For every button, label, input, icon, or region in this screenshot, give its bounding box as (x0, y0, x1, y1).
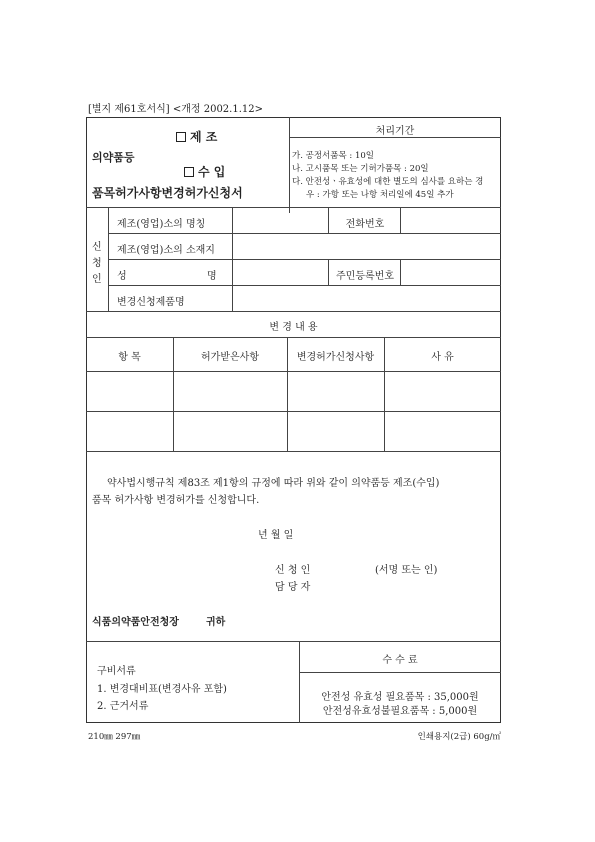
documents-item-1: 1. 변경대비표(변경사유 포함) (97, 684, 227, 695)
documents-item-2: 2. 근거서류 (97, 701, 149, 712)
name-label-2: 명 (207, 271, 217, 282)
divider (86, 371, 501, 372)
applicant-sign-label: 신 청 인 (275, 565, 311, 576)
processing-item-c-line2: 우 : 가항 또는 나항 처리일에 45일 추가 (306, 190, 454, 200)
processing-item-c-line1: 다. 안전성ㆍ유효성에 대한 별도의 심사를 요하는 경 (292, 177, 484, 187)
name-label-1: 성 (117, 271, 127, 282)
change-requested-field[interactable] (289, 373, 382, 409)
changes-title: 변 경 내 용 (269, 322, 318, 333)
phone-label: 전화번호 (345, 219, 385, 230)
processing-item-b: 나. 고시품목 또는 기허가품목 : 20일 (292, 164, 429, 174)
phone-field[interactable] (402, 209, 499, 231)
col-reason: 사 유 (431, 352, 454, 363)
recipient: 식품의약품안전청장 (92, 617, 179, 628)
applicant-side-label-1: 신 (92, 242, 102, 253)
paper-size: 210㎜ 297㎜ (88, 732, 141, 742)
change-reason-field[interactable] (386, 373, 499, 409)
address-field[interactable] (234, 235, 499, 257)
statement-line2: 품목 허가사항 변경허가를 신청합니다. (92, 495, 260, 506)
fee-line1: 안전성 유효성 필요품목 : 35,000원 (321, 692, 479, 703)
divider (108, 285, 501, 286)
business-name-field[interactable] (234, 209, 326, 231)
form-subject: 의약품등 (92, 151, 135, 164)
divider (400, 259, 401, 285)
divider (289, 137, 501, 138)
manufacture-label: 제 조 (190, 130, 218, 144)
col-approved: 허가받은사항 (201, 352, 259, 363)
resident-no-field[interactable] (402, 261, 499, 283)
divider (328, 259, 329, 285)
address-label: 제조(영업)소의 소재지 (117, 245, 215, 256)
divider (400, 207, 401, 233)
date-line: 년 월 일 (258, 530, 294, 541)
paper-spec: 인쇄용지(2급) 60g/㎡ (417, 732, 501, 742)
col-requested: 변경허가신청사항 (296, 352, 375, 363)
divider (108, 233, 501, 234)
honorific: 귀하 (206, 617, 226, 628)
product-field[interactable] (234, 287, 499, 309)
officer-label: 담 당 자 (275, 582, 311, 593)
processing-title: 처리기간 (375, 126, 415, 137)
applicant-side-label-3: 인 (92, 274, 102, 285)
import-label: 수 입 (198, 165, 226, 179)
divider (86, 641, 501, 642)
change-approved-field[interactable] (175, 373, 285, 409)
divider (108, 259, 501, 260)
divider (86, 411, 501, 412)
product-label: 변경신청제품명 (117, 297, 185, 308)
option-manufacture[interactable] (176, 128, 217, 145)
divider (86, 451, 501, 452)
divider (86, 311, 501, 312)
form-title: 품목허가사항변경허가신청서 (92, 186, 243, 200)
fee-title: 수 수 료 (382, 655, 418, 666)
divider (86, 207, 501, 208)
option-import[interactable] (184, 163, 225, 180)
fee-line2: 안전성유효성불필요품목 : 5,000원 (322, 706, 478, 717)
divider (86, 337, 501, 338)
divider (232, 207, 233, 311)
statement-line1: 약사법시행규칙 제83조 제1항의 규정에 따라 위와 같이 의약품등 제조(수입) (107, 478, 440, 489)
manufacture-checkbox[interactable] (176, 132, 186, 142)
change-item-field[interactable] (88, 373, 171, 409)
divider (328, 207, 329, 233)
signature-label: (서명 또는 인) (375, 565, 438, 576)
import-checkbox[interactable] (184, 167, 194, 177)
resident-no-label: 주민등록번호 (336, 271, 394, 282)
documents-title: 구비서류 (97, 666, 136, 677)
business-name-label: 제조(영업)소의 명칭 (117, 219, 206, 230)
applicant-side-label-2: 청 (92, 258, 102, 269)
form-number: [별지 제61호서식] <개정 2002.1.12> (88, 104, 263, 115)
divider (299, 672, 501, 673)
processing-item-a: 가. 공정서품목 : 10일 (292, 151, 374, 161)
col-item: 항 목 (118, 352, 141, 363)
name-field[interactable] (234, 261, 326, 283)
